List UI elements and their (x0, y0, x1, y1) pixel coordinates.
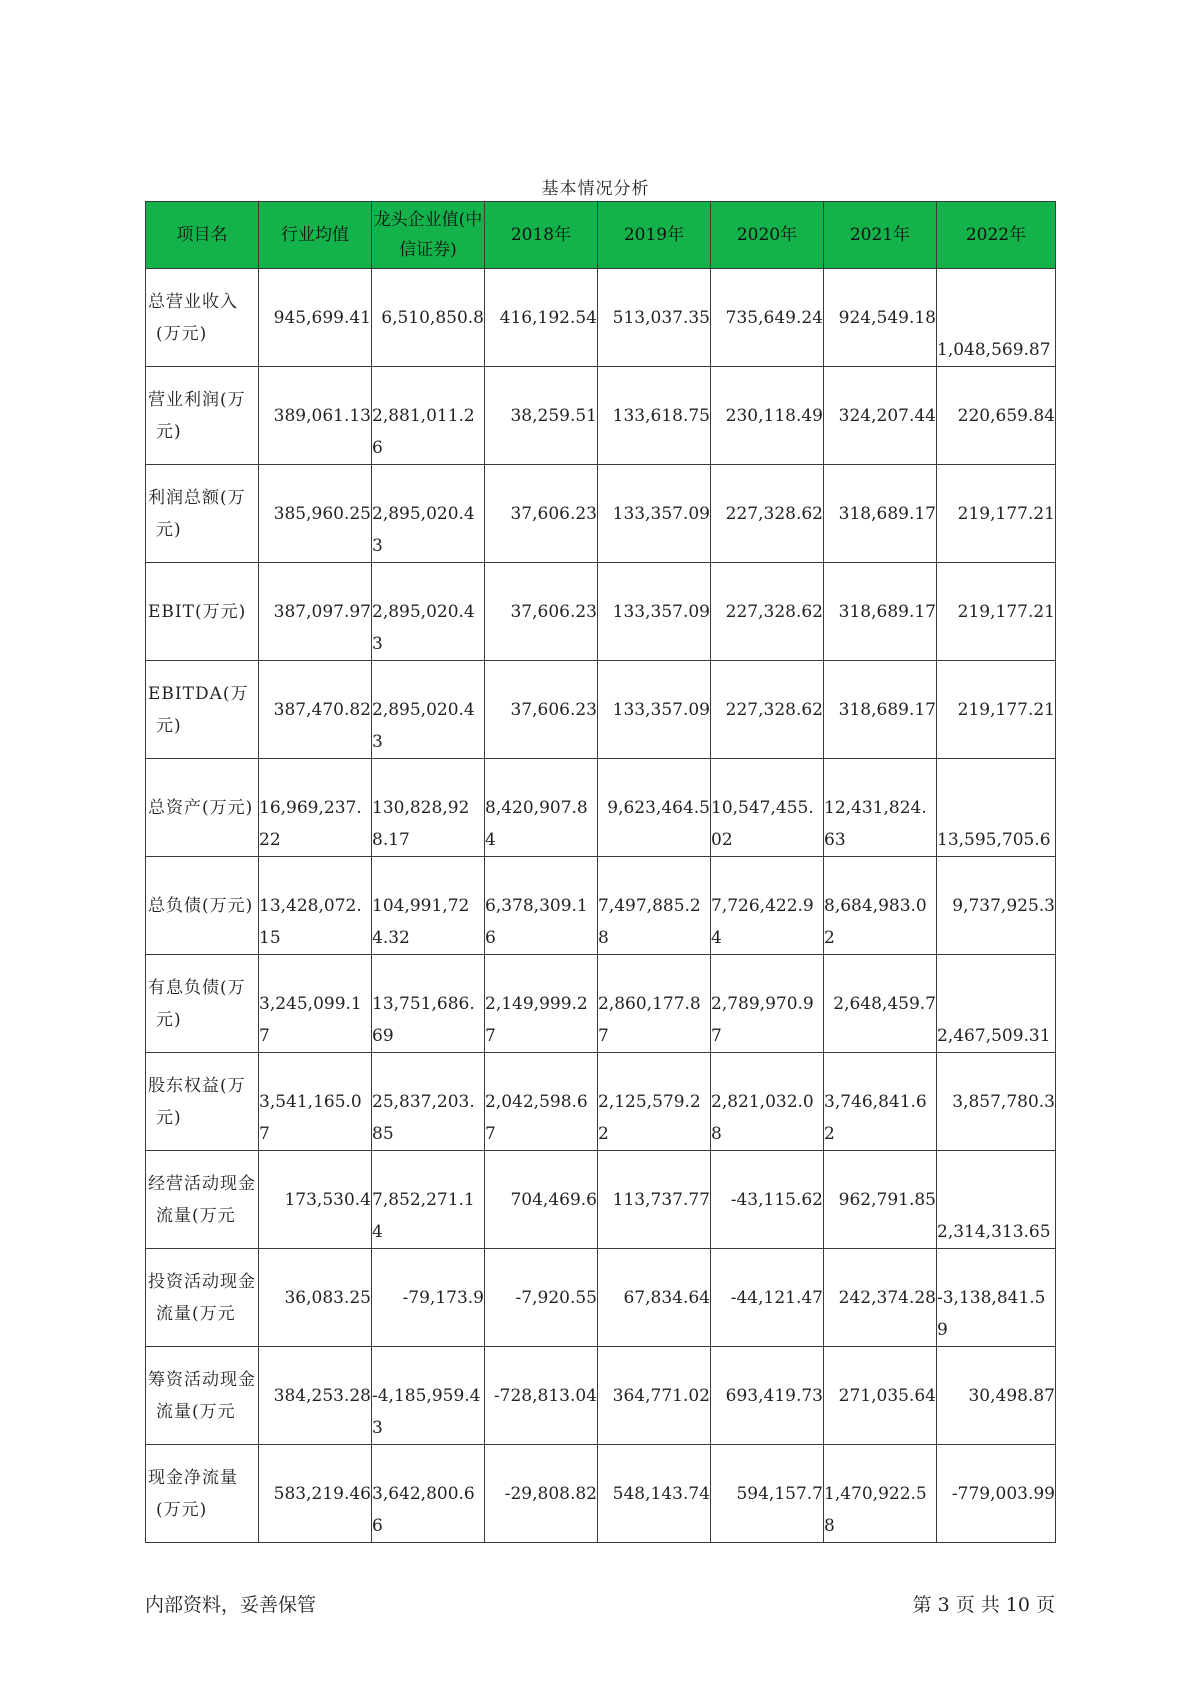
value-cell: 7,852,271.14 (372, 1151, 485, 1249)
table-row (146, 1053, 1056, 1151)
header-row (146, 202, 1056, 269)
value-cell: 37,606.23 (485, 563, 598, 661)
value-cell: -79,173.9 (372, 1249, 485, 1347)
value-cell: 324,207.44 (824, 367, 937, 465)
value-cell: 6,510,850.8 (372, 269, 485, 367)
footer-confidential-note: 内部资料，妥善保管 (145, 1594, 317, 1616)
value-cell: 1,470,922.58 (824, 1445, 937, 1543)
value-cell: 924,549.18 (824, 269, 937, 367)
value-cell: 9,623,464.5 (598, 759, 711, 857)
value-cell: 1,048,569.87 (937, 269, 1056, 367)
value-cell: 36,083.25 (259, 1249, 372, 1347)
value-cell: 133,357.09 (598, 661, 711, 759)
value-cell: -3,138,841.59 (937, 1249, 1056, 1347)
value-cell: 271,035.64 (824, 1347, 937, 1445)
value-cell: 364,771.02 (598, 1347, 711, 1445)
column-header: 2018年 (485, 202, 598, 269)
value-cell: 7,726,422.94 (711, 857, 824, 955)
value-cell: 13,751,686.69 (372, 955, 485, 1053)
value-cell: 12,431,824.63 (824, 759, 937, 857)
value-cell: -43,115.62 (711, 1151, 824, 1249)
value-cell: 704,469.6 (485, 1151, 598, 1249)
table-caption: 基本情况分析 (541, 179, 650, 199)
value-cell: 13,428,072.15 (259, 857, 372, 955)
table-row (146, 563, 1056, 661)
table-row (146, 1347, 1056, 1445)
table-row (146, 955, 1056, 1053)
value-cell: 220,659.84 (937, 367, 1056, 465)
value-cell: -728,813.04 (485, 1347, 598, 1445)
value-cell: 130,828,928.17 (372, 759, 485, 857)
value-cell: 2,149,999.27 (485, 955, 598, 1053)
value-cell: 9,737,925.3 (937, 857, 1056, 955)
row-label: EBITDA(万元) (146, 661, 259, 759)
value-cell: 104,991,724.32 (372, 857, 485, 955)
value-cell: 7,497,885.28 (598, 857, 711, 955)
value-cell: 2,860,177.87 (598, 955, 711, 1053)
row-label: 利润总额(万元) (146, 465, 259, 563)
value-cell: 227,328.62 (711, 563, 824, 661)
table-row (146, 1249, 1056, 1347)
value-cell: 416,192.54 (485, 269, 598, 367)
value-cell: 2,895,020.43 (372, 465, 485, 563)
value-cell: 133,357.09 (598, 465, 711, 563)
value-cell: 219,177.21 (937, 661, 1056, 759)
value-cell: 173,530.4 (259, 1151, 372, 1249)
value-cell: 8,684,983.02 (824, 857, 937, 955)
value-cell: 594,157.7 (711, 1445, 824, 1543)
footer-page-number: 第 3 页 共 10 页 (912, 1594, 1055, 1616)
row-label: 筹资活动现金流量(万元 (146, 1347, 259, 1445)
value-cell: 3,857,780.3 (937, 1053, 1056, 1151)
value-cell: 2,467,509.31 (937, 955, 1056, 1053)
value-cell: 242,374.28 (824, 1249, 937, 1347)
table-body (146, 269, 1056, 1543)
value-cell: 16,969,237.22 (259, 759, 372, 857)
value-cell: 693,419.73 (711, 1347, 824, 1445)
value-cell: 945,699.41 (259, 269, 372, 367)
value-cell: 2,895,020.43 (372, 661, 485, 759)
value-cell: 37,606.23 (485, 465, 598, 563)
column-header: 2019年 (598, 202, 711, 269)
table-row (146, 1445, 1056, 1543)
value-cell: 318,689.17 (824, 661, 937, 759)
value-cell: 25,837,203.85 (372, 1053, 485, 1151)
value-cell: 387,470.82 (259, 661, 372, 759)
row-label: 现金净流量(万元) (146, 1445, 259, 1543)
row-label: 总负债(万元) (146, 857, 259, 955)
value-cell: 3,642,800.66 (372, 1445, 485, 1543)
value-cell: -4,185,959.43 (372, 1347, 485, 1445)
value-cell: 2,881,011.26 (372, 367, 485, 465)
table-row (146, 367, 1056, 465)
value-cell: 387,097.97 (259, 563, 372, 661)
value-cell: 548,143.74 (598, 1445, 711, 1543)
value-cell: 38,259.51 (485, 367, 598, 465)
value-cell: 2,648,459.7 (824, 955, 937, 1053)
value-cell: 735,649.24 (711, 269, 824, 367)
row-label: 营业利润(万元) (146, 367, 259, 465)
column-header: 2020年 (711, 202, 824, 269)
basic-analysis-table (145, 201, 1056, 1543)
value-cell: 227,328.62 (711, 661, 824, 759)
column-header: 2021年 (824, 202, 937, 269)
value-cell: 2,314,313.65 (937, 1151, 1056, 1249)
value-cell: 230,118.49 (711, 367, 824, 465)
value-cell: 2,789,970.97 (711, 955, 824, 1053)
column-header: 项目名 (146, 202, 259, 269)
column-header: 行业均值 (259, 202, 372, 269)
value-cell: 2,821,032.08 (711, 1053, 824, 1151)
value-cell: 2,895,020.43 (372, 563, 485, 661)
row-label: 投资活动现金流量(万元 (146, 1249, 259, 1347)
table-row (146, 759, 1056, 857)
row-label: 股东权益(万元) (146, 1053, 259, 1151)
table-row (146, 465, 1056, 563)
value-cell: 219,177.21 (937, 465, 1056, 563)
value-cell: 133,618.75 (598, 367, 711, 465)
table-row (146, 661, 1056, 759)
value-cell: 3,541,165.07 (259, 1053, 372, 1151)
value-cell: 318,689.17 (824, 465, 937, 563)
column-header: 龙头企业值(中信证券) (372, 202, 485, 269)
row-label: 总营业收入(万元) (146, 269, 259, 367)
value-cell: 219,177.21 (937, 563, 1056, 661)
value-cell: 513,037.35 (598, 269, 711, 367)
value-cell: 389,061.13 (259, 367, 372, 465)
row-label: EBIT(万元) (146, 563, 259, 661)
value-cell: -7,920.55 (485, 1249, 598, 1347)
value-cell: 2,042,598.67 (485, 1053, 598, 1151)
value-cell: 67,834.64 (598, 1249, 711, 1347)
value-cell: -779,003.99 (937, 1445, 1056, 1543)
value-cell: 113,737.77 (598, 1151, 711, 1249)
value-cell: 6,378,309.16 (485, 857, 598, 955)
table-row (146, 857, 1056, 955)
row-label: 经营活动现金流量(万元 (146, 1151, 259, 1249)
row-label: 总资产(万元) (146, 759, 259, 857)
table-row (146, 269, 1056, 367)
column-header: 2022年 (937, 202, 1056, 269)
value-cell: 2,125,579.22 (598, 1053, 711, 1151)
value-cell: 583,219.46 (259, 1445, 372, 1543)
value-cell: 13,595,705.6 (937, 759, 1056, 857)
value-cell: 318,689.17 (824, 563, 937, 661)
value-cell: -29,808.82 (485, 1445, 598, 1543)
value-cell: 3,245,099.17 (259, 955, 372, 1053)
value-cell: 385,960.25 (259, 465, 372, 563)
value-cell: 133,357.09 (598, 563, 711, 661)
value-cell: 3,746,841.62 (824, 1053, 937, 1151)
value-cell: 8,420,907.84 (485, 759, 598, 857)
value-cell: 30,498.87 (937, 1347, 1056, 1445)
value-cell: 10,547,455.02 (711, 759, 824, 857)
value-cell: -44,121.47 (711, 1249, 824, 1347)
row-label: 有息负债(万元) (146, 955, 259, 1053)
value-cell: 227,328.62 (711, 465, 824, 563)
value-cell: 384,253.28 (259, 1347, 372, 1445)
table-row (146, 1151, 1056, 1249)
value-cell: 37,606.23 (485, 661, 598, 759)
value-cell: 962,791.85 (824, 1151, 937, 1249)
